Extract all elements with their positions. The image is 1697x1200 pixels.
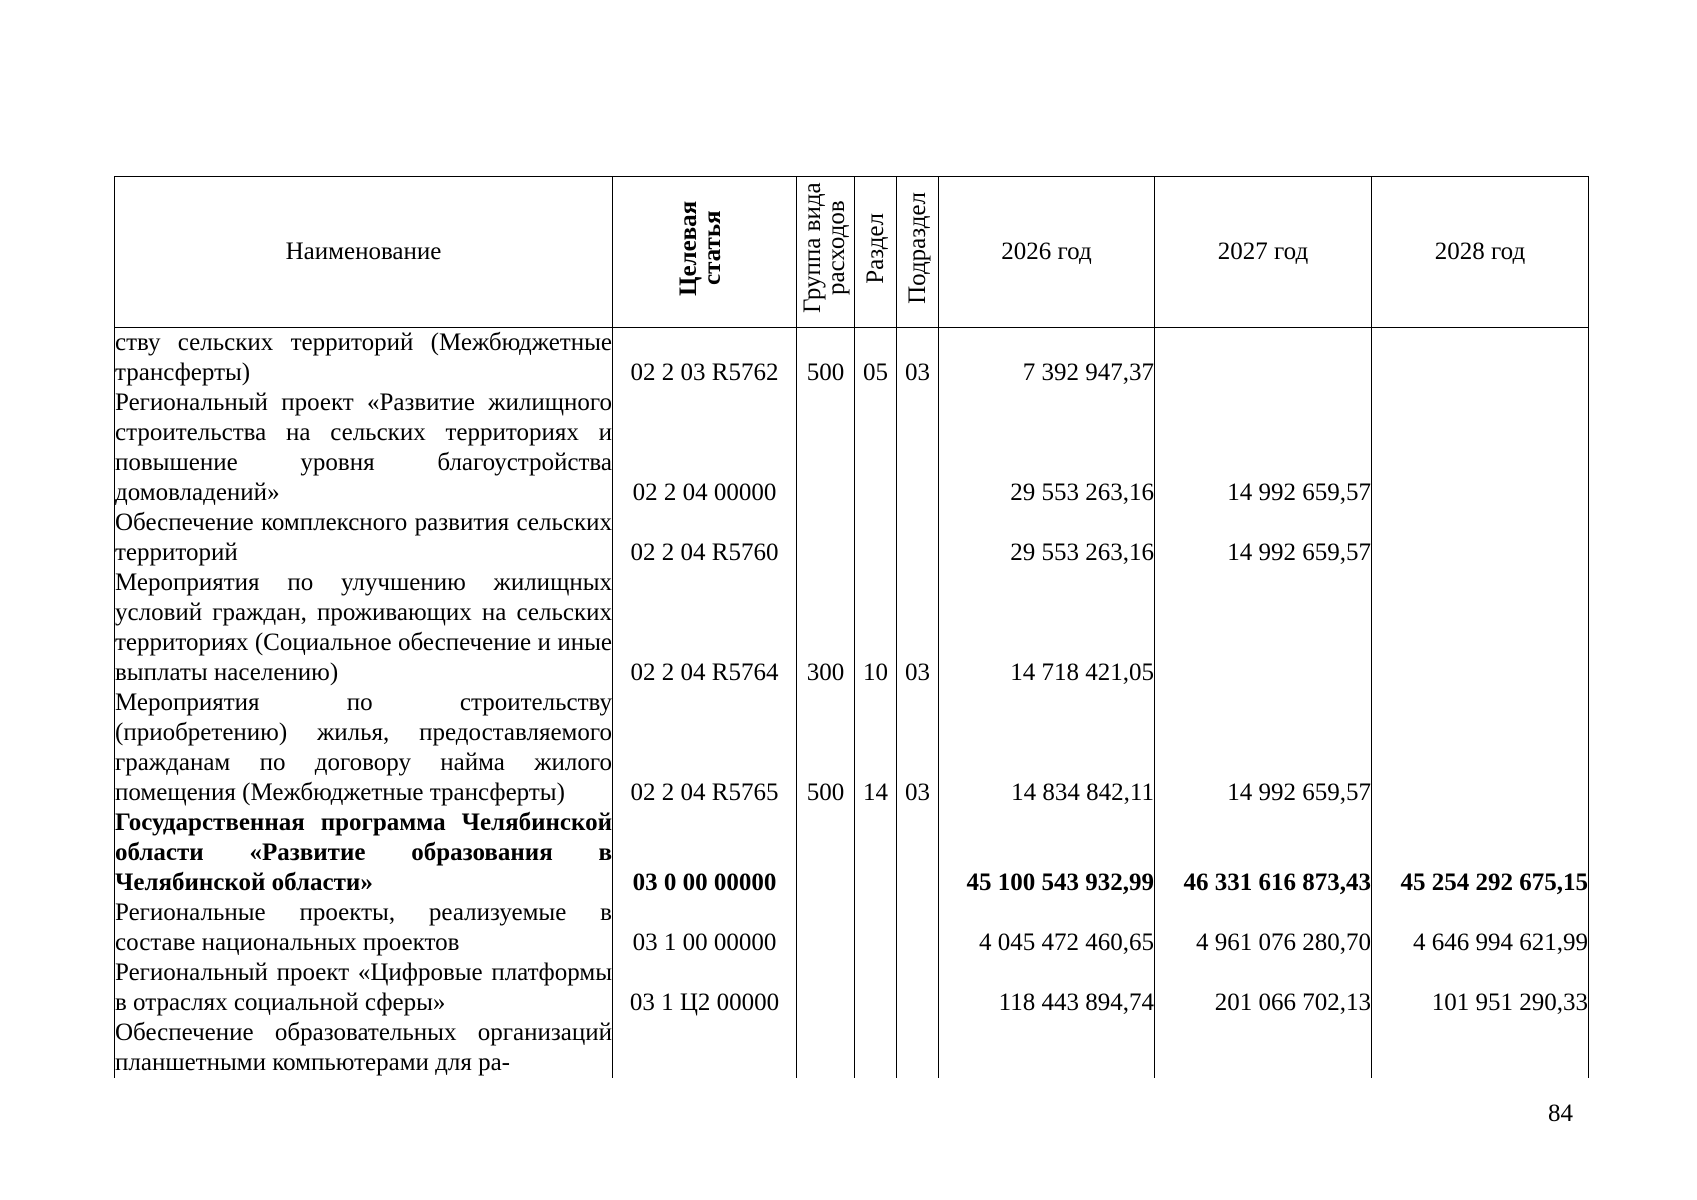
row-amount-2028 [1372, 328, 1589, 389]
row-amount-2026 [939, 1018, 1155, 1078]
header-year-2027: 2027 год [1155, 177, 1372, 328]
row-subsection [897, 898, 939, 958]
row-amount-2028: 4 646 994 621,99 [1372, 898, 1589, 958]
row-name: Мероприятия по строительству (приобретению) жилья, предоставляемого гражданам по договору найма жилого помещения (Межбюджетные трансферты) [115, 689, 612, 806]
row-subsection [897, 958, 939, 1018]
header-name: Наименование [115, 177, 613, 328]
row-name: Региональные проекты, реализуемые в составе национальных проектов [115, 899, 612, 956]
row-expense-group: 500 [797, 328, 855, 389]
row-section [855, 898, 897, 958]
row-subsection [897, 808, 939, 898]
row-expense-group [797, 808, 855, 898]
row-name: Мероприятия по улучшению жилищных условий граждан, проживающих на сельских территориях (Социальное обеспечение и иные выплаты населению) [115, 569, 612, 686]
row-amount-2028 [1372, 568, 1589, 688]
table-header-row [115, 177, 1589, 328]
header-year-2028: 2028 год [1372, 177, 1589, 328]
row-amount-2026: 45 100 543 932,99 [939, 808, 1155, 898]
row-section: 10 [855, 568, 897, 688]
row-name: Региональный проект «Цифровые платформы в отраслях социальной сферы» [115, 959, 612, 1016]
row-subsection [897, 388, 939, 508]
row-subsection [897, 508, 939, 568]
table-row [115, 808, 1589, 898]
row-target-article: 03 1 00 00000 [613, 898, 797, 958]
row-name: ству сельских территорий (Межбюджетные трансферты) [115, 329, 612, 386]
row-target-article: 02 2 04 R5760 [613, 508, 797, 568]
row-amount-2028: 45 254 292 675,15 [1372, 808, 1589, 898]
row-target-article: 02 2 04 R5764 [613, 568, 797, 688]
table-row [115, 898, 1589, 958]
header-section: Раздел [855, 177, 897, 328]
row-section [855, 388, 897, 508]
row-name: Государственная программа Челябинской области «Развитие образования в Челябинской области» [115, 809, 612, 896]
row-expense-group [797, 898, 855, 958]
row-target-article: 02 2 03 R5762 [613, 328, 797, 389]
row-section: 05 [855, 328, 897, 389]
table-body [115, 328, 1589, 1079]
row-target-article: 02 2 04 00000 [613, 388, 797, 508]
row-amount-2027 [1155, 1018, 1372, 1078]
row-subsection [897, 1018, 939, 1078]
row-amount-2028: 101 951 290,33 [1372, 958, 1589, 1018]
row-amount-2026: 14 718 421,05 [939, 568, 1155, 688]
header-year-2026: 2026 год [939, 177, 1155, 328]
row-amount-2028 [1372, 1018, 1589, 1078]
row-section: 14 [855, 688, 897, 808]
page-number: 84 [1548, 1100, 1573, 1127]
row-target-article [613, 1018, 797, 1078]
row-expense-group [797, 958, 855, 1018]
row-amount-2027: 14 992 659,57 [1155, 508, 1372, 568]
row-section [855, 1018, 897, 1078]
header-subsection: Подраздел [897, 177, 939, 328]
header-expense-group: Группа вида расходов [797, 177, 855, 328]
row-target-article: 03 1 Ц2 00000 [613, 958, 797, 1018]
table-row [115, 328, 1589, 389]
table-row [115, 688, 1589, 808]
row-target-article: 03 0 00 00000 [613, 808, 797, 898]
row-amount-2027: 14 992 659,57 [1155, 388, 1372, 508]
row-amount-2028 [1372, 508, 1589, 568]
table-row [115, 508, 1589, 568]
row-section [855, 508, 897, 568]
row-amount-2026: 118 443 894,74 [939, 958, 1155, 1018]
row-expense-group [797, 1018, 855, 1078]
row-expense-group [797, 388, 855, 508]
row-name: Обеспечение образовательных организаций планшетными компьютерами для ра- [115, 1019, 612, 1076]
row-amount-2028 [1372, 688, 1589, 808]
row-section [855, 808, 897, 898]
row-amount-2027 [1155, 328, 1372, 389]
row-section [855, 958, 897, 1018]
header-target-article: Целевая статья [613, 177, 797, 328]
row-amount-2026: 7 392 947,37 [939, 328, 1155, 389]
row-amount-2027: 4 961 076 280,70 [1155, 898, 1372, 958]
row-target-article: 02 2 04 R5765 [613, 688, 797, 808]
row-amount-2026: 4 045 472 460,65 [939, 898, 1155, 958]
row-amount-2026: 14 834 842,11 [939, 688, 1155, 808]
row-amount-2027: 14 992 659,57 [1155, 688, 1372, 808]
row-amount-2027 [1155, 568, 1372, 688]
row-amount-2027: 46 331 616 873,43 [1155, 808, 1372, 898]
row-subsection: 03 [897, 688, 939, 808]
budget-table [114, 176, 1589, 1078]
row-amount-2028 [1372, 388, 1589, 508]
row-amount-2026: 29 553 263,16 [939, 388, 1155, 508]
table-row [115, 388, 1589, 508]
row-subsection: 03 [897, 328, 939, 389]
table-row [115, 1018, 1589, 1078]
row-name: Региональный проект «Развитие жилищного строительства на сельских территориях и повышение уровня благоустройства домовладений» [115, 389, 612, 506]
row-subsection: 03 [897, 568, 939, 688]
row-amount-2026: 29 553 263,16 [939, 508, 1155, 568]
row-expense-group [797, 508, 855, 568]
row-expense-group: 500 [797, 688, 855, 808]
row-name: Обеспечение комплексного развития сельских территорий [115, 509, 612, 566]
table-row [115, 958, 1589, 1018]
table-row [115, 568, 1589, 688]
row-expense-group: 300 [797, 568, 855, 688]
row-amount-2027: 201 066 702,13 [1155, 958, 1372, 1018]
